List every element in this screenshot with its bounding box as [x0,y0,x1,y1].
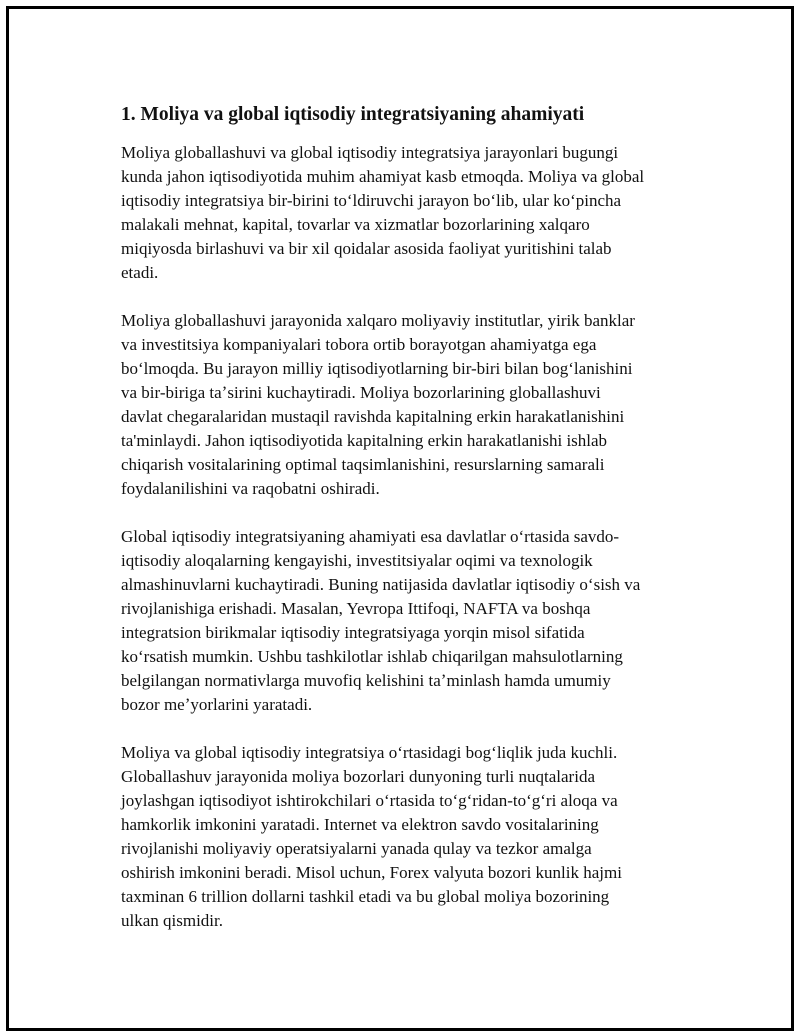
text-line: ta'minlaydi. Jahon iqtisodiyotida kapitalning erkin harakatlanishi ishlab [121,431,608,450]
text-line: kunda jahon iqtisodiyotida muhim ahamiyat kasb etmoqda. Moliya va global [121,167,645,186]
text-line: almashinuvlarni kuchaytiradi. Buning natijasida davlatlar iqtisodiy oʻsish va [121,575,641,594]
text-line: Moliya globallashuvi jarayonida xalqaro moliyaviy institutlar, yirik banklar [121,311,635,330]
text-line: joylashgan iqtisodiyot ishtirokchilari oʻrtasida toʻgʻridan-toʻgʻri aloqa va [121,791,618,810]
text-line: ulkan qismidir. [121,911,223,930]
text-line: chiqarish vositalarining optimal taqsimlanishini, resurslarning samarali [121,455,605,474]
text-line: etadi. [121,263,159,282]
text-line: va bir-biriga taʼsirini kuchaytiradi. Moliya bozorlarining globallashuvi [121,383,601,402]
text-line: hamkorlik imkonini yaratadi. Internet va elektron savdo vositalarining [121,815,599,834]
paragraph-3 [121,525,701,717]
page-frame [6,6,794,1031]
text-line: miqiyosda birlashuvi va bir xil qoidalar asosida faoliyat yuritishini talab [121,239,612,258]
text-line: rivojlanishiga erishadi. Masalan, Yevropa Ittifoqi, NAFTA va boshqa [121,599,591,618]
text-line: Moliya globallashuvi va global iqtisodiy integratsiya jarayonlari bugungi [121,143,619,162]
text-line: belgilangan normativlarga muvofiq kelishini taʼminlash hamda umumiy [121,671,611,690]
text-line: va investitsiya kompaniyalari tobora ortib borayotgan ahamiyatga ega [121,335,597,354]
text-line: iqtisodiy aloqalarning kengayishi, investitsiyalar oqimi va texnologik [121,551,593,570]
text-line: Globallashuv jarayonida moliya bozorlari dunyoning turli nuqtalarida [121,767,595,786]
text-line: malakali mehnat, kapital, tovarlar va xizmatlar bozorlarining xalqaro [121,215,590,234]
text-line: Global iqtisodiy integratsiyaning ahamiyati esa davlatlar oʻrtasida savdo- [121,527,620,546]
text-line: oshirish imkonini beradi. Misol uchun, Forex valyuta bozori kunlik hajmi [121,863,622,882]
text-line: iqtisodiy integratsiya bir-birini toʻldiruvchi jarayon boʻlib, ular koʻpincha [121,191,622,210]
paragraph-4 [121,741,701,933]
text-line: taxminan 6 trillion dollarni tashkil etadi va bu global moliya bozorining [121,887,610,906]
text-line: integratsion birikmalar iqtisodiy integratsiyaga yorqin misol sifatida [121,623,585,642]
text-line: Moliya va global iqtisodiy integratsiya oʻrtasidagi bogʻliqlik juda kuchli. [121,743,618,762]
text-line: koʻrsatish mumkin. Ushbu tashkilotlar ishlab chiqarilgan mahsulotlarning [121,647,623,666]
text-line: rivojlanishi moliyaviy operatsiyalarni yanada qulay va tezkor amalga [121,839,592,858]
paragraph-2 [121,309,701,501]
section-heading: 1. Moliya va global iqtisodiy integratsiyaning ahamiyati [121,104,585,125]
document-body [121,102,701,957]
text-line: boʻlmoqda. Bu jarayon milliy iqtisodiyotlarning bir-biri bilan bogʻlanishini [121,359,633,378]
text-line: foydalanilishini va raqobatni oshiradi. [121,479,380,498]
text-line: bozor meʼyorlarini yaratadi. [121,695,313,714]
text-line: davlat chegaralaridan mustaqil ravishda kapitalning erkin harakatlanishini [121,407,625,426]
paragraph-1 [121,141,701,285]
